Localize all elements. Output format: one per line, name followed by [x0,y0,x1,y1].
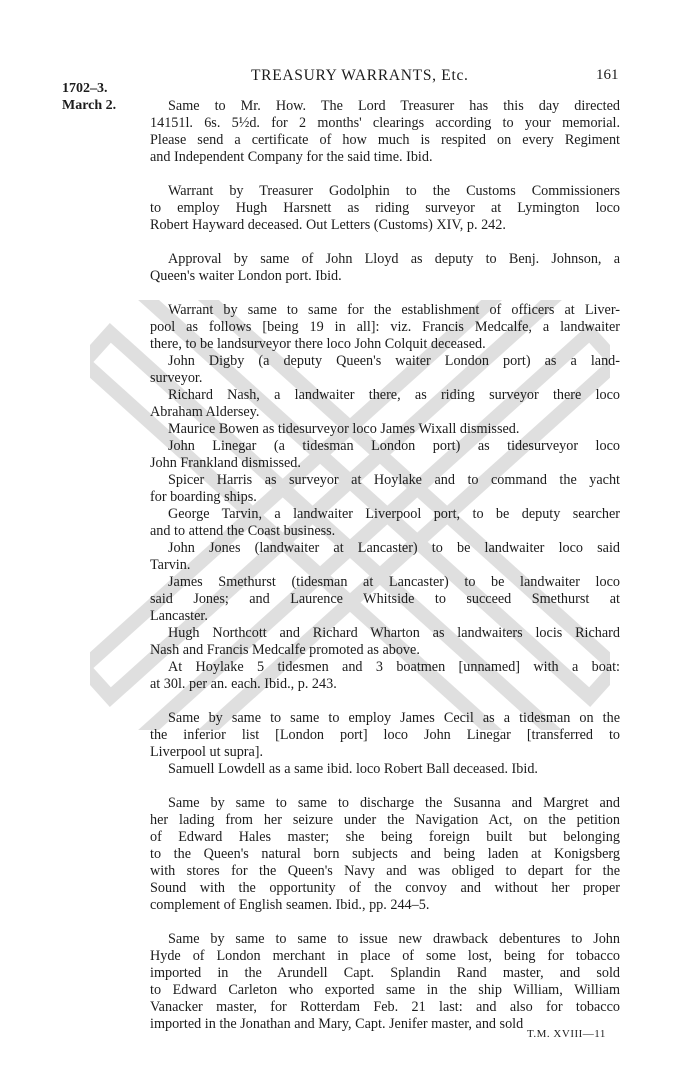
paragraph [150,387,620,421]
entry [150,302,620,693]
text-line: Same by same to same to employ James Cecil as a tidesman on the [168,710,620,726]
paragraph [150,251,620,285]
text-line: Liverpool ut supra]. [150,744,264,760]
text-line: with stores for the Queen's Navy and was obliged to depart for the [150,863,620,879]
entry [150,98,620,166]
text-line: Sound with the opportunity of the convoy and without her proper [150,880,620,896]
paragraph [150,183,620,234]
paragraph [150,574,620,625]
text-line: Queen's waiter London port. Ibid. [150,268,342,284]
entry [150,251,620,285]
text-line: Maurice Bowen as tidesurveyor loco James Wixall dismissed. [168,421,520,437]
text-line: Tarvin. [150,557,191,573]
text-line: surveyor. [150,370,203,386]
text-line: the inferior list [London port] loco John Linegar [transferred to [150,727,620,743]
text-line: there, to be landsurveyor there loco John Colquit deceased. [150,336,486,352]
footer-signature: T.M. XVIII—11 [527,1028,606,1040]
running-head-title: TREASURY WARRANTS, Etc. [251,67,469,84]
text-line: Same by same to same to issue new drawback debentures to John [168,931,620,947]
text-line: Nash and Francis Medcalfe promoted as above. [150,642,420,658]
text-line: to the Queen's natural born subjects and being laden at Konigsberg [150,846,620,862]
paragraph [150,353,620,387]
text-line: at 30l. per an. each. Ibid., p. 243. [150,676,337,692]
text-line: Abraham Aldersey. [150,404,260,420]
text-line: to Edward Carleton who exported same in the ship William, William [150,982,620,998]
paragraph [150,625,620,659]
paragraph [150,795,620,914]
text-line: Samuell Lowdell as a same ibid. loco Robert Ball deceased. Ibid. [168,761,538,777]
margin-date: March 2. [62,98,117,113]
text-line: for boarding ships. [150,489,257,505]
text-line: John Jones (landwaiter at Lancaster) to be landwaiter loco said [168,540,620,556]
text-line: John Digby (a deputy Queen's waiter London port) as a land- [168,353,620,369]
text-line: Vanacker master, for Rotterdam Feb. 21 last: and also for tobacco [150,999,620,1015]
text-line: Hyde of London merchant in place of some lost, being for tobacco [150,948,620,964]
margin-year: 1702–3. [62,81,108,96]
text-line: Richard Nash, a landwaiter there, as riding surveyor there loco [168,387,620,403]
text-line: and to attend the Coast business. [150,523,336,539]
paragraph [150,761,620,778]
entries-column [150,98,620,1050]
paragraph [150,659,620,693]
paragraph [150,98,620,166]
page-number: 161 [596,67,619,83]
text-line: James Smethurst (tidesman at Lancaster) to be landwaiter loco [168,574,620,590]
text-line: John Linegar (a tidesman London port) as tidesurveyor loco [168,438,620,454]
text-line: Lancaster. [150,608,208,624]
paragraph [150,540,620,574]
text-line: Warrant by Treasurer Godolphin to the Customs Commissioners [168,183,620,199]
text-line: imported in the Arundell Capt. Splandin Rand master, and sold [150,965,620,981]
entry [150,795,620,914]
entry [150,183,620,234]
paragraph [150,506,620,540]
paragraph [150,302,620,353]
entry [150,931,620,1033]
text-line: Spicer Harris as surveyor at Hoylake and to command the yacht [168,472,620,488]
text-line: and Independent Company for the said time. Ibid. [150,149,433,165]
text-line: Same by same to same to discharge the Susanna and Margret and [168,795,620,811]
text-line: of Edward Hales master; she being foreign built but belonging [150,829,620,845]
text-line: Warrant by same to same for the establishment of officers at Liver- [168,302,620,318]
text-line: her lading from her seizure under the Navigation Act, on the petition [150,812,620,828]
entry [150,710,620,778]
text-line: Hugh Northcott and Richard Wharton as landwaiters locis Richard [168,625,620,641]
text-line: Same to Mr. How. The Lord Treasurer has this day directed [168,98,620,114]
text-line: Please send a certificate of how much is respited on every Regiment [150,132,620,148]
text-line: complement of English seamen. Ibid., pp. 244–5. [150,897,430,913]
paragraph [150,438,620,472]
text-line: Approval by same of John Lloyd as deputy to Benj. Johnson, a [168,251,620,267]
paragraph [150,931,620,1033]
paragraph [150,472,620,506]
text-line: George Tarvin, a landwaiter Liverpool port, to be deputy searcher [168,506,620,522]
paragraph [150,710,620,761]
text-line: 14151l. 6s. 5½d. for 2 months' clearings according to your memorial. [150,115,620,131]
text-line: At Hoylake 5 tidesmen and 3 boatmen [unnamed] with a boat: [168,659,620,675]
text-line: Robert Hayward deceased. Out Letters (Customs) XIV, p. 242. [150,217,506,233]
paragraph [150,421,620,438]
text-line: to employ Hugh Harsnett as riding surveyor at Lymington loco [150,200,620,216]
text-line: said Jones; and Laurence Whitside to succeed Smethurst at [150,591,620,607]
text-line: John Frankland dismissed. [150,455,301,471]
text-line: imported in the Jonathan and Mary, Capt. Jenifer master, and sold [150,1016,524,1032]
text-line: pool as follows [being 19 in all]: viz. Francis Medcalfe, a landwaiter [150,319,620,335]
